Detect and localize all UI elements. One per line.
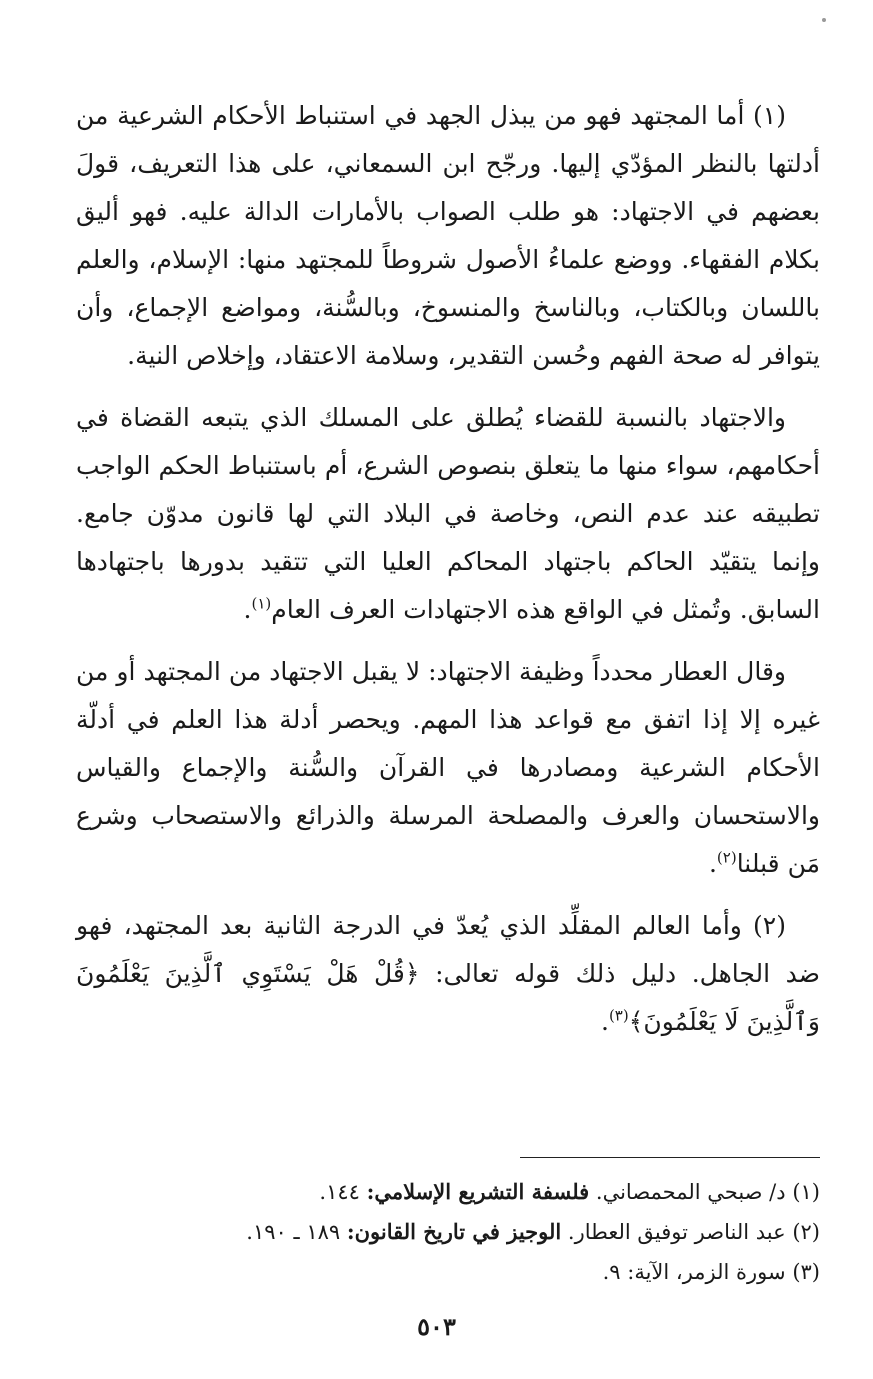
footnote-author: عبد الناصر توفيق العطار.: [567, 1220, 786, 1244]
footnote-pages: ٩.: [602, 1260, 621, 1284]
paragraph-end: .: [243, 595, 252, 624]
page-body: [76, 92, 820, 1060]
paragraph-end: .: [600, 1007, 609, 1036]
paragraph-text: (٢) وأما العالم المقلِّد الذي يُعدّ في الدرجة الثانية بعد المجتهد، فهو ضد الجاهل. دليل ذلك قوله تعالى:: [76, 911, 820, 988]
scan-dot: [822, 18, 826, 22]
footnote-item: [76, 1212, 820, 1252]
footnote-title: فلسفة التشريع الإسلامي:: [366, 1179, 590, 1204]
footnote-item: [76, 1252, 820, 1292]
footnote-ref[interactable]: (٣): [608, 1006, 629, 1025]
footnote-ref[interactable]: (١): [251, 594, 272, 613]
footnote-author: د/ صبحي المحمصاني.: [595, 1180, 786, 1204]
page-number: ٥٠٣: [417, 1312, 456, 1341]
paragraph-end: .: [708, 849, 717, 878]
footnote-number: (١): [792, 1180, 820, 1204]
footnote-divider: [520, 1157, 820, 1158]
footnote-ref[interactable]: (٢): [716, 848, 737, 867]
footnotes: [76, 1172, 820, 1292]
footnote-number: (٣): [792, 1260, 820, 1284]
footnote-author: سورة الزمر، الآية:: [627, 1260, 786, 1284]
footnote-title: الوجيز في تاريخ القانون:: [346, 1219, 562, 1244]
paragraph-attar: [76, 648, 820, 888]
paragraph-muqallid: [76, 902, 820, 1046]
footnote-pages: ١٤٤.: [319, 1180, 360, 1204]
paragraph-mujtahid: [76, 92, 820, 380]
footnote-pages: ١٨٩ ـ ١٩٠.: [246, 1220, 341, 1244]
footnote-number: (٢): [792, 1220, 820, 1244]
paragraph-text: (١) أما المجتهد فهو من يبذل الجهد في استنباط الأحكام الشرعية من أدلتها بالنظر المؤدّي إليها. ورجّح ابن السمعاني، على هذا التعريف، قولَ بعضهم في الاجتهاد: هو طلب الصواب بالأمارات الدالة عليه. فهو أليق بكلام الفقهاء. ووضع علماءُ الأصول شروطاً للمجتهد منها: الإسلام، والعلم باللسان وبالكتاب، وبالناسخ والمنسوخ، وبالسُّنة، ومواضع الإجماع، وأن يتوافر له صحة الفهم وحُسن التقدير، وسلامة الاعتقاد، وإخلاص النية.: [76, 101, 820, 370]
quran-verse: ﴿قُلْ هَلْ يَسْتَوِي ٱلَّذِينَ يَعْلَمُونَ وَٱلَّذِينَ لَا يَعْلَمُونَ﴾: [76, 959, 820, 1036]
footnote-item: [76, 1172, 820, 1212]
paragraph-text: والاجتهاد بالنسبة للقضاء يُطلق على المسلك الذي يتبعه القضاة في أحكامهم، سواء منها ما يتعلق بنصوص الشرع، أم باستنباط الحكم الواجب تطبيقه عند عدم النص، وخاصة في البلاد التي لها قانون مدوّن جامع. وإنما يتقيّد الحاكم باجتهاد المحاكم العليا التي تتقيد بدورها باجتهادها السابق. وتُمثل في الواقع هذه الاجتهادات العرف العام: [76, 403, 820, 624]
paragraph-text: وقال العطار محدداً وظيفة الاجتهاد: لا يقبل الاجتهاد من المجتهد أو من غيره إلا إذا اتفق مع قواعد هذا المهم. ويحصر أدلة هذا العلم في أدلّة الأحكام الشرعية ومصادرها في القرآن والسُّنة والإجماع والقياس والاستحسان والعرف والمصلحة المرسلة والذرائع والاستصحاب وشرع مَن قبلنا: [76, 657, 820, 878]
paragraph-ijtihad-judiciary: [76, 394, 820, 634]
